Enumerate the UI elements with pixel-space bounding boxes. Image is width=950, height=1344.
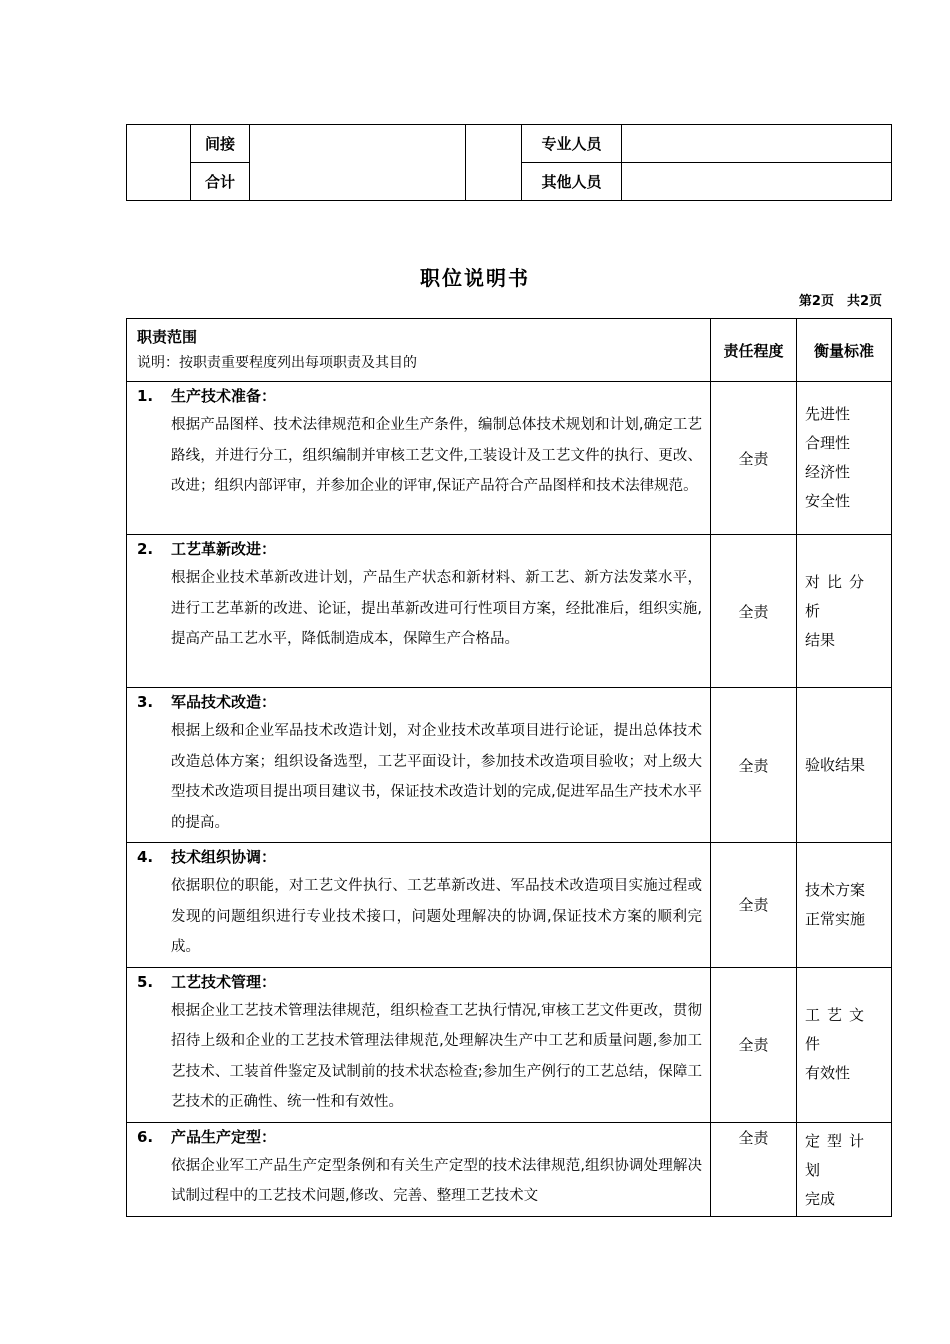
standard-line: 工艺文件: [805, 1006, 872, 1053]
staffing-label-total: 合计: [191, 163, 250, 201]
duty-row: [127, 1122, 892, 1216]
standard-line: 经济性: [805, 463, 851, 481]
standard-line: 有效性: [805, 1064, 851, 1082]
duty-description: 根据产品图样、技术法律规范和企业生产条件，编制总体技术规划和计划,确定工艺路线，并进行分工，组织编制并审核工艺文件,工装设计及工艺文件的执行、更改、改进；组织内部评审，并参加企业的评审,保证产品符合产品图样和技术法律规范。: [171, 417, 702, 494]
duty-content: [127, 967, 711, 1122]
duty-responsibility: 全责: [711, 535, 797, 688]
duty-standard: [797, 382, 892, 535]
standard-line: 技术方案: [805, 880, 866, 899]
standard-line: 合理性: [805, 434, 851, 452]
standard-line: 定型计划: [805, 1131, 872, 1179]
duty-content: [127, 1122, 711, 1216]
duty-number: 3.: [137, 693, 154, 711]
duty-standard: [797, 1122, 892, 1216]
duty-row: [127, 688, 892, 843]
duty-responsibility: 全责: [711, 688, 797, 843]
duty-scope-title: 职责范围: [137, 328, 198, 346]
duty-number: 2.: [137, 540, 154, 558]
staffing-value-cell: [250, 125, 466, 201]
responsibility-header: 责任程度: [711, 319, 797, 382]
duty-content: [127, 535, 711, 688]
duty-heading: [137, 1123, 702, 1151]
staffing-label-professional: 专业人员: [522, 125, 622, 163]
standard-line: 正常实施: [805, 909, 866, 928]
duty-table-header: [127, 319, 892, 382]
staffing-label-other: 其他人员: [522, 163, 622, 201]
standard-line: 对比分析: [805, 572, 872, 620]
duty-heading: [137, 688, 702, 716]
duty-content: [127, 688, 711, 843]
duty-number: 4.: [137, 848, 154, 866]
staffing-label-indirect: 间接: [191, 125, 250, 163]
duty-title: 工艺技术管理：: [171, 972, 277, 991]
duty-title: 军品技术改造：: [171, 693, 277, 711]
duty-number: 5.: [137, 972, 154, 991]
page-indicator: 第2页 共2页: [798, 294, 882, 309]
duty-title: 生产技术准备：: [171, 387, 277, 405]
duty-description: 根据企业工艺技术管理法律规范，组织检查工艺执行情况,审核工艺文件更改，贯彻招待上级和企业的工艺技术管理法律规范,处理解决生产中工艺和质量问题,参加工艺技术、工装首件鉴定及试制前的技术状态检查;参加生产例行的工艺总结，保障工艺技术的正确性、统一性和有效性。: [171, 1002, 702, 1110]
document-title: 职位说明书: [420, 266, 530, 290]
duty-title: 产品生产定型：: [171, 1127, 277, 1146]
duty-heading: [137, 382, 702, 410]
standard-line: 完成: [805, 1189, 836, 1208]
staffing-value-other: [622, 163, 892, 201]
duty-responsibility: 全责: [711, 382, 797, 535]
duty-scope-header: [127, 319, 711, 382]
standard-line: 先进性: [805, 405, 851, 423]
duty-heading: [137, 843, 702, 871]
duty-heading: [137, 535, 702, 563]
duty-scope-note: 说明：按职责重要程度列出每项职责及其目的: [137, 355, 417, 371]
duty-standard: [797, 843, 892, 968]
duty-row: [127, 967, 892, 1122]
standard-header: 衡量标准: [797, 319, 892, 382]
staffing-blank-cell: [127, 125, 191, 201]
duty-title: 技术组织协调：: [171, 848, 277, 866]
duty-number: 1.: [137, 387, 154, 405]
duty-description: 根据上级和企业军品技术改造计划，对企业技术改革项目进行论证，提出总体技术改造总体方案；组织设备选型，工艺平面设计，参加技术改造项目验收；对上级大型技术改造项目提出项目建议书，保证技术改造计划的完成,促进军品生产技术水平的提高。: [171, 723, 702, 831]
duty-table: [126, 318, 892, 1217]
duty-row: [127, 843, 892, 968]
duty-row: [127, 382, 892, 535]
standard-line: 验收结果: [805, 755, 866, 774]
duty-standard: [797, 535, 892, 688]
duty-responsibility: 全责: [711, 1122, 797, 1216]
duty-content: [127, 843, 711, 968]
standard-line: 安全性: [805, 492, 851, 510]
duty-heading: [137, 968, 702, 996]
duty-description: 根据企业技术革新改进计划，产品生产状态和新材料、新工艺、新方法发菜水平，进行工艺革新的改进、论证，提出革新改进可行性项目方案，经批准后，组织实施,提高产品工艺水平，降低制造成本，保障生产合格品。: [171, 570, 702, 647]
duty-standard: [797, 967, 892, 1122]
duty-row: [127, 535, 892, 688]
staffing-table: [126, 124, 892, 201]
duty-standard: [797, 688, 892, 843]
staffing-spacer-cell: [466, 125, 522, 201]
duty-number: 6.: [137, 1127, 154, 1146]
duty-description: 依据企业军工产品生产定型条例和有关生产定型的技术法律规范,组织协调处理解决试制过程中的工艺技术问题,修改、完善、整理工艺技术文: [171, 1157, 702, 1204]
duty-responsibility: 全责: [711, 843, 797, 968]
duty-responsibility: 全责: [711, 967, 797, 1122]
staffing-value-professional: [622, 125, 892, 163]
standard-line: 结果: [805, 630, 836, 649]
staffing-row: [127, 125, 892, 163]
duty-content: [127, 382, 711, 535]
duty-description: 依据职位的职能，对工艺文件执行、工艺革新改进、军品技术改造项目实施过程或发现的问题组织进行专业技术接口，问题处理解决的协调,保证技术方案的顺利完成。: [171, 878, 702, 955]
duty-title: 工艺革新改进：: [171, 540, 277, 558]
